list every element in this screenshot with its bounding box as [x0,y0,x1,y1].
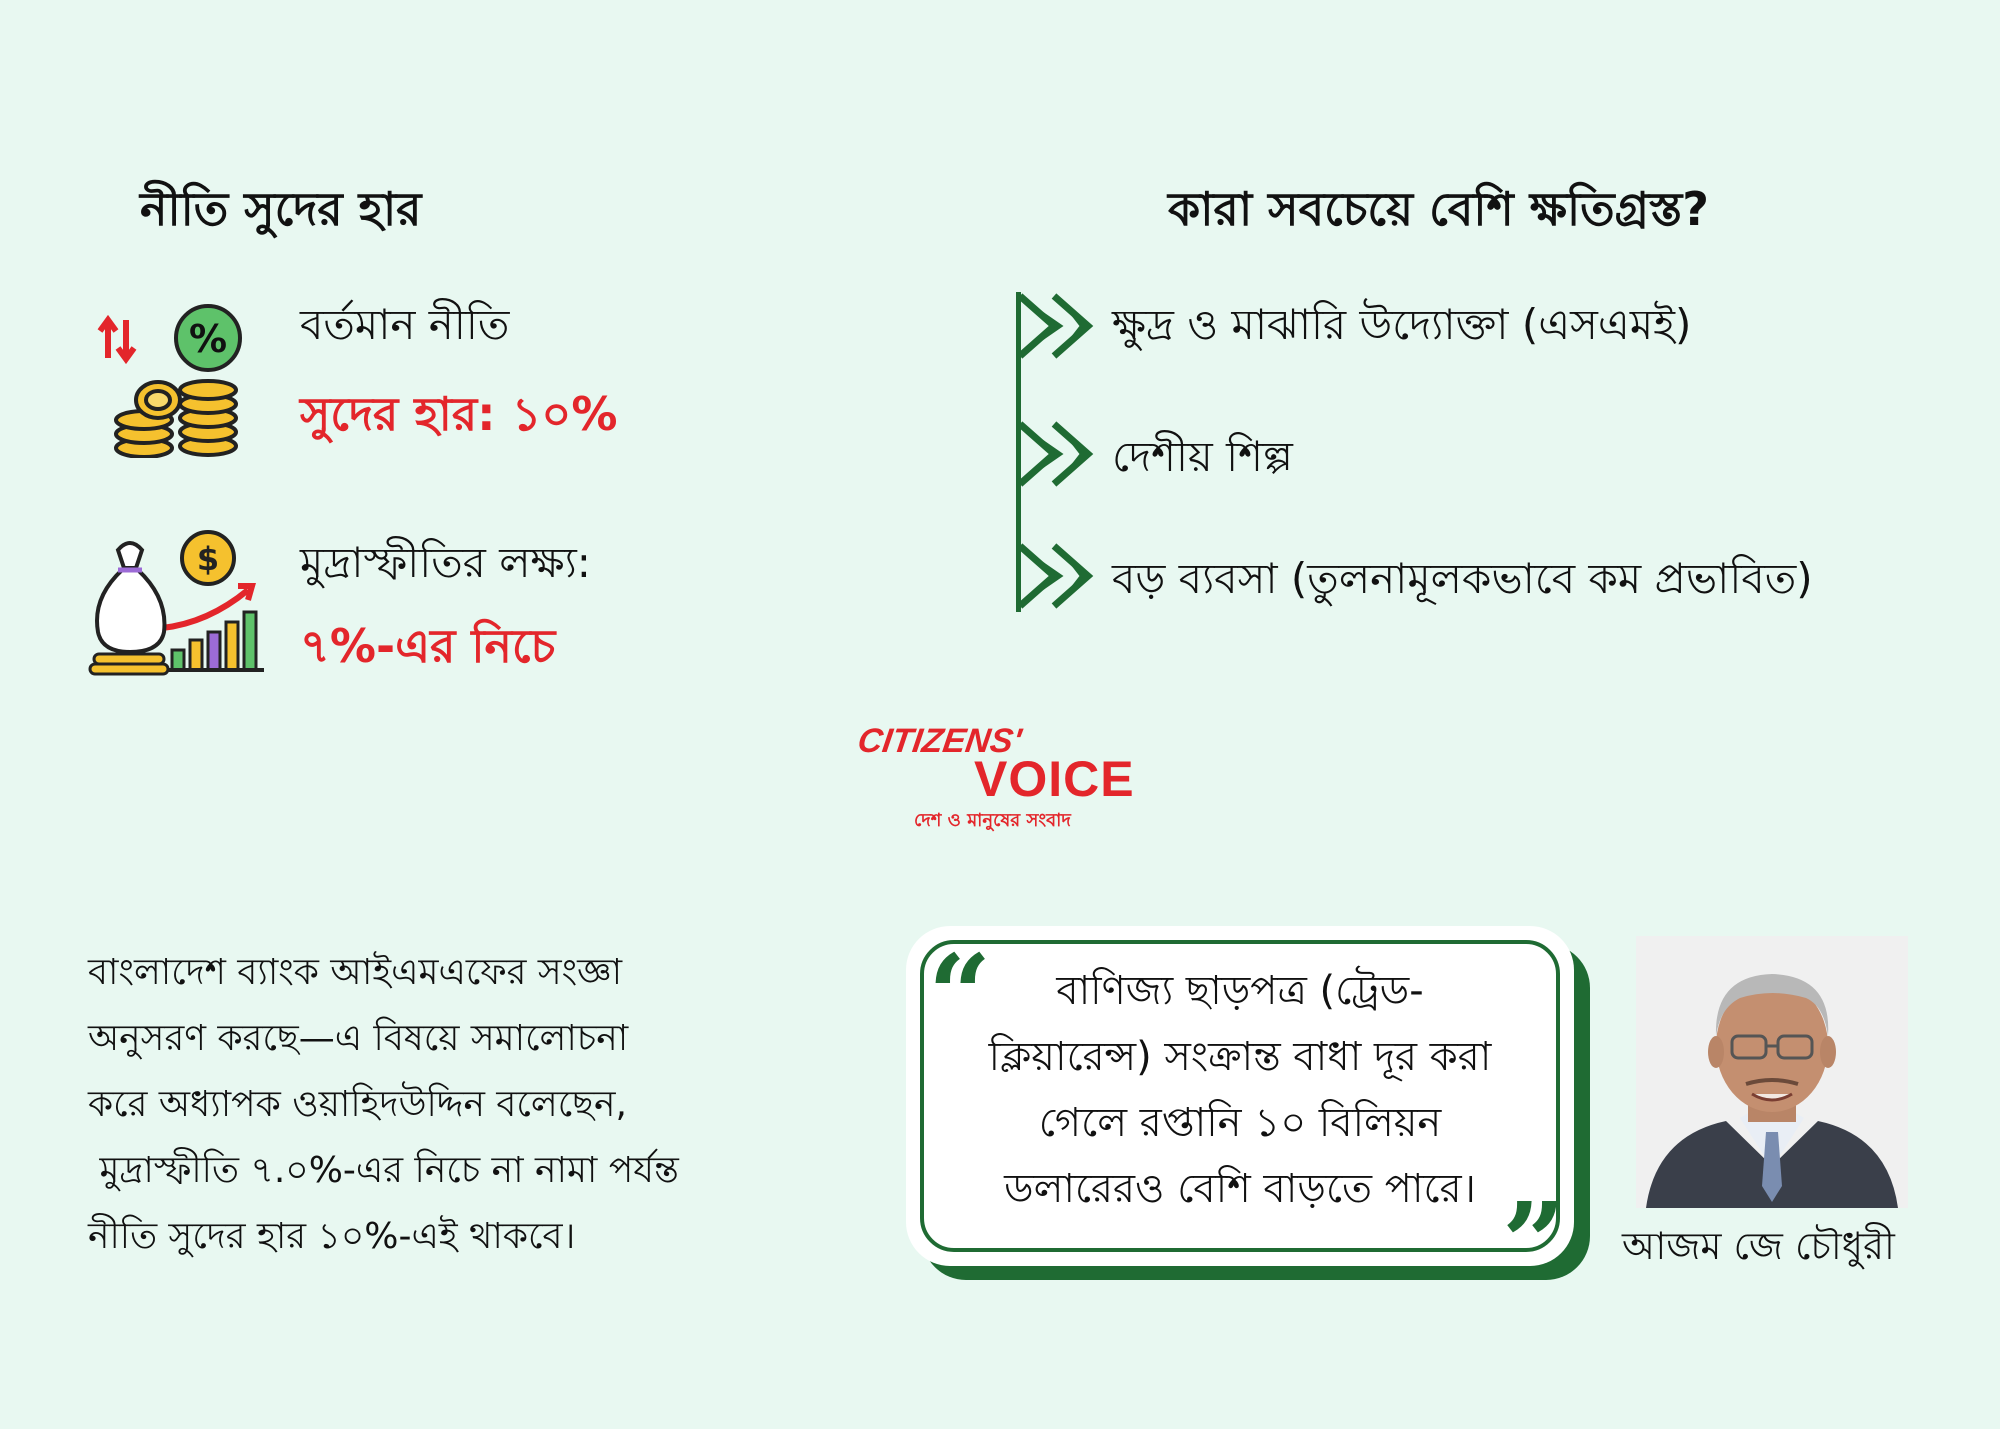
svg-text:%: % [188,317,228,361]
double-chevron-icon [1016,292,1096,360]
paragraph-line: অনুসরণ করছে—এ বিষয়ে সমালোচনা [88,1018,629,1059]
paragraph-line: মুদ্রাস্ফীতি ৭.০%-এর নিচে না নামা পর্যন্ত [88,1150,679,1191]
interest-rate-value: সুদের হার: ১০% [300,387,618,441]
coins-percent-icon [96,298,246,458]
quote-line: ক্লিয়ারেন্স) সংক্রান্ত বাধা দূর করা [988,1034,1492,1080]
bullet-item-big-business: বড় ব্যবসা (তুলনামূলকভাবে কম প্রভাবিত) [1112,554,1813,603]
double-chevron-icon [1016,420,1096,488]
quote-line: ডলারেরও বেশি বাড়তে পারে। [1004,1166,1476,1212]
inflation-target-label: মুদ্রাস্ফীতির লক্ষ্য: [300,538,591,587]
inflation-target-value: ৭%-এর নিচে [300,619,556,673]
paragraph-line: বাংলাদেশ ব্যাংক আইএমএফের সংজ্ঞা [88,952,623,993]
quote-box [906,926,1574,1307]
paragraph-line: নীতি সুদের হার ১০%-এই থাকবে। [88,1216,576,1257]
logo-tagline: দেশ ও মানুষের সংবাদ [914,810,1071,831]
quote-text [940,958,1540,1222]
citizens-voice-logo [855,722,1148,832]
person-photo [1636,936,1908,1208]
quote-line: বাণিজ্য ছাড়পত্র (ট্রেড- [1056,968,1424,1014]
open-quote-icon: “ [928,930,992,1059]
svg-text:$: $ [196,540,220,578]
close-quote-icon: ” [1502,1178,1566,1307]
paragraph-line: করে অধ্যাপক ওয়াহিদউদ্দিন বলেছেন, [88,1084,627,1125]
person-name: আজম জে চৌধুরী [1622,1224,1895,1268]
money-bag-growth-icon [88,528,264,678]
bullet-item-sme: ক্ষুদ্র ও মাঝারি উদ্যোক্তা (এসএমই) [1112,300,1692,349]
current-policy-label: বর্তমান নীতি [300,300,510,349]
left-panel-title: নীতি সুদের হার [140,182,422,236]
quote-line: গেলে রপ্তানি ১০ বিলিয়ন [1038,1100,1442,1146]
logo-top-text: CITIZENS' [855,722,1024,760]
commentary-paragraph [88,940,848,1270]
right-panel-title: কারা সবচেয়ে বেশি ক্ষতিগ্রস্ত? [1168,182,1709,236]
bullet-item-domestic-industry: দেশীয় শিল্প [1112,432,1293,481]
logo-main-text: VOICE [974,751,1135,807]
double-chevron-icon [1016,542,1096,610]
